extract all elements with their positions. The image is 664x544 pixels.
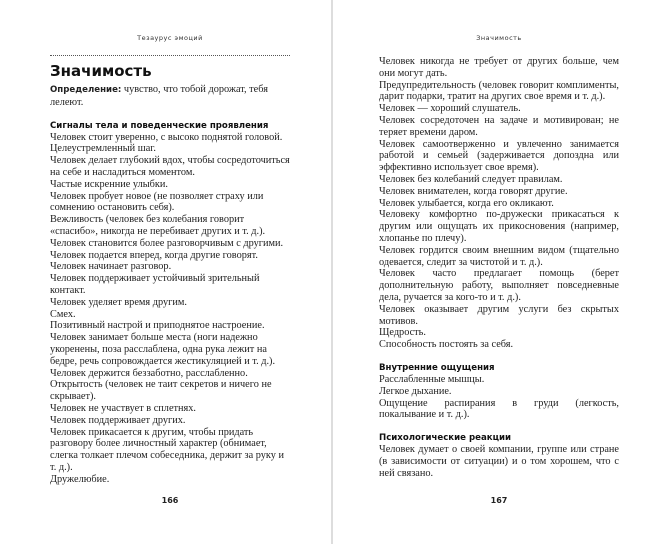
list-item: Ощущение распирания в груди (легкость, покалывание и т. д.). (379, 397, 619, 421)
list-item: Человек становится более разговорчивым с другими. (50, 237, 284, 249)
running-head: Значимость (476, 34, 522, 42)
list-item: Человек гордится своим внешним видом (тщательно одевается, следит за чистотой и т. д.). (379, 244, 619, 268)
list-item: Дружелюбие. (50, 473, 110, 485)
left-column (50, 62, 290, 486)
list-item: Человек держится беззаботно, расслабленно. (50, 367, 248, 379)
list-item: Человек подается вперед, когда другие говорят. (50, 249, 258, 261)
list-item: Человек — хороший слушатель. (379, 103, 521, 115)
definition-label: Определение: (50, 85, 122, 95)
list-item: Позитивный настрой и приподнятое настроение. (50, 320, 265, 332)
page-title: Значимость (50, 62, 152, 80)
page-number: 167 (490, 496, 508, 505)
list-item: Человек часто предлагает помощь (берет дополнительную работу, выполняет повседневные дела, ручается за кого-то и т. д.). (379, 268, 619, 303)
psych-list (379, 444, 619, 479)
section-title-psych: Психологические реакции (379, 433, 511, 444)
list-item: Человек думает о своей компании, группе или стране (в зависимости от ситуации) и о том хорошем, что с ней связано. (379, 444, 619, 479)
section-spacer (379, 421, 619, 432)
list-item: Человек занимает больше места (ноги надежно укоренены, поза расслаблена, одна рука лежит на бедре, речь сопровождается жестикуляцией и т. д.). (50, 332, 276, 367)
list-item: Человек никогда не требует от других больше, чем они могут дать. (379, 56, 619, 79)
list-item: Человек стоит уверенно, с высоко поднятой головой. (50, 131, 283, 143)
list-item: Человек уделяет время другим. (50, 296, 187, 308)
list-item: Человеку комфортно по-дружески прикасаться к другим или ощущать их прикосновения (например, хлопанье по плечу). (379, 209, 619, 244)
right-column (379, 56, 619, 480)
list-item: Человек поддерживает других. (50, 414, 186, 426)
section-title-internal: Внутренние ощущения (379, 362, 495, 373)
list-item: Человек внимателен, когда говорят другие. (379, 185, 568, 197)
signals-list (50, 132, 290, 486)
list-item: Человек делает глубокий вдох, чтобы сосредоточиться на себе и насладиться моментом. (50, 155, 290, 178)
list-item: Смех. (50, 308, 76, 320)
list-item: Открытость (человек не таит секретов и ничего не скрывает). (50, 379, 272, 403)
list-item: Вежливость (человек без колебания говорит «спасибо», никогда не перебивает других и т. д.). (50, 214, 266, 237)
running-head: Тезаурус эмоций (137, 34, 203, 42)
left-page (0, 0, 331, 544)
list-item: Способность постоять за себя. (379, 339, 514, 351)
list-item: Предупредительность (человек говорит комплименты, дарит подарки, тратит на других свое время и т. д.). (379, 79, 619, 103)
list-item: Человек сосредоточен на задаче и мотивирован; не теряет времени даром. (379, 114, 619, 138)
page-number: 166 (161, 496, 179, 505)
dotted-divider (50, 55, 290, 56)
list-item: Целеустремленный шаг. (50, 143, 156, 155)
list-item: Человек оказывает другим услуги без скрытых мотивов. (379, 303, 619, 327)
list-item: Расслабленные мышцы. (379, 373, 485, 385)
list-item: Легкое дыхание. (379, 385, 452, 397)
section-spacer (379, 351, 619, 362)
list-item: Человек без колебаний следует правилам. (379, 173, 563, 185)
section-title-signals: Сигналы тела и поведенческие проявления (50, 120, 269, 131)
signals-list-continued (379, 56, 619, 351)
right-page (333, 0, 664, 544)
list-item: Щедрость. (379, 327, 426, 339)
list-item: Человек прикасается к другим, чтобы придать разговору более личностный характер (обнимает, слегка толкает плечом собеседника, держит за руку и т. д.). (50, 426, 284, 473)
list-item: Человек начинает разговор. (50, 261, 172, 273)
definition-text: чувство, что тобой дорожат, тебя лелеют. (50, 84, 268, 108)
list-item: Человек не участвует в сплетнях. (50, 402, 196, 414)
definition (50, 84, 290, 109)
list-item: Человек улыбается, когда его окликают. (379, 197, 554, 209)
internal-list (379, 374, 619, 421)
list-item: Частые искренние улыбки. (50, 178, 168, 190)
list-item: Человек пробует новое (не позволяет страху или сомнению остановить себя). (50, 190, 264, 214)
list-item: Человек самоотверженно и увлеченно занимается работой и семьей (задерживается допоздна или эффективно использует свое время). (379, 138, 619, 174)
list-item: Человек поддерживает устойчивый зрительный контакт. (50, 273, 260, 296)
